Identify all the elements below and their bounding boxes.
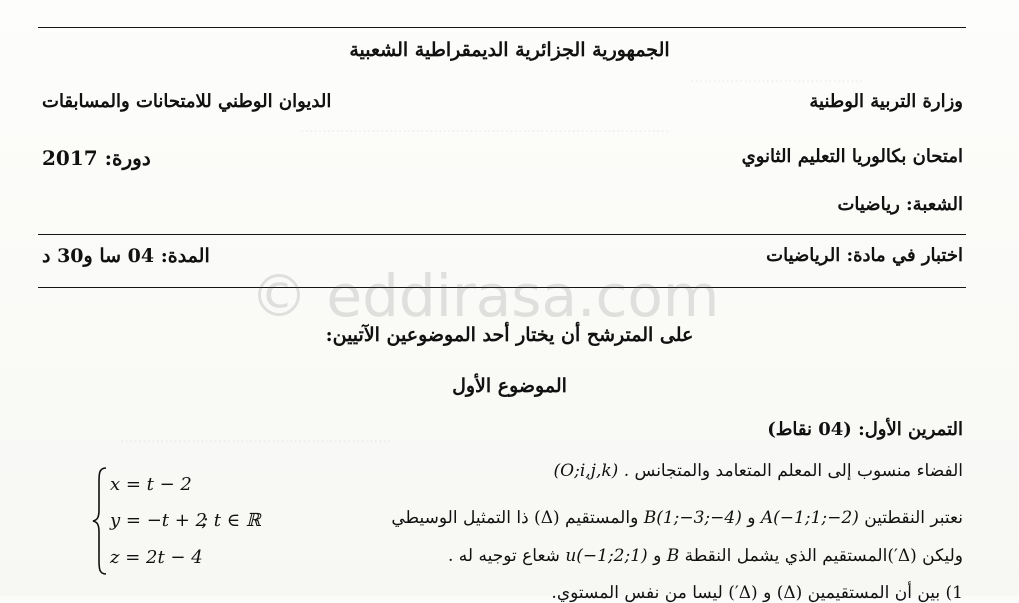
choose-instruction: على المترشح أن يختار أحد الموضوعين الآتيين:	[325, 324, 694, 346]
bottom-rule	[38, 287, 966, 288]
middle-rule	[38, 234, 966, 235]
duration-label: المدة: 04 سا و30 د	[42, 245, 210, 267]
session-year: دورة: 2017	[42, 146, 151, 170]
point-a: A(−1;1;−2)	[760, 508, 859, 528]
frame-notation: (O;i,j,k) .	[553, 461, 630, 481]
exercise-line-3	[448, 546, 963, 566]
ghost-text: .......................................	[690, 70, 864, 86]
line3-rest: شعاع توجيه له .	[447, 546, 560, 566]
exercise-line-4: 1) بين أن المستقيمين (Δ) و (Δ′) ليسا من نفس المستوي.	[551, 583, 963, 603]
top-rule	[38, 27, 966, 28]
equation-y: y = −t + 2	[110, 510, 207, 531]
line3-and: و	[653, 546, 662, 566]
subject-label: اختبار في مادة: الرياضيات	[766, 245, 963, 266]
republic-heading: الجمهورية الجزائرية الديمقراطية الشعبية	[349, 39, 670, 61]
line1-text: الفضاء منسوب إلى المعلم المتعامد والمتجانس	[634, 461, 963, 481]
exam-title: امتحان بكالوريا التعليم الثانوي	[741, 146, 963, 167]
line2-text: نعتبر النقطتين	[864, 508, 963, 528]
left-brace-icon	[92, 466, 108, 576]
parametric-system	[92, 466, 302, 581]
exercise-line-1	[554, 461, 963, 481]
ghost-text: .............................................................	[120, 430, 392, 446]
ministry-name: وزارة التربية الوطنية	[809, 91, 963, 112]
topic-heading: الموضوع الأول	[452, 375, 567, 397]
ghost-text: ...................................................................................	[300, 120, 670, 136]
line2-and: و	[747, 508, 756, 528]
watermark: © eddirasa.com	[250, 262, 720, 330]
line2-rest: والمستقيم (Δ) ذا التمثيل الوسيطي	[391, 508, 639, 528]
exercise-title: التمرين الأول: (04 نقاط)	[767, 419, 963, 440]
branch-label: الشعبة: رياضيات	[837, 194, 963, 215]
exam-office-name: الديوان الوطني للامتحانات والمسابقات	[42, 91, 332, 112]
point-b: B(1;−3;−4)	[643, 508, 742, 528]
point-b-ref: B	[666, 546, 680, 566]
equation-x: x = t − 2	[110, 474, 192, 495]
exercise-line-2	[391, 508, 963, 528]
equation-z: z = 2t − 4	[110, 547, 203, 568]
direction-vector: u(−1;2;1)	[565, 546, 648, 566]
parameter-domain: ; t ∈ ℝ	[202, 510, 261, 531]
line3-text: وليكن (Δ′)المستقيم الذي يشمل النقطة	[684, 546, 963, 566]
